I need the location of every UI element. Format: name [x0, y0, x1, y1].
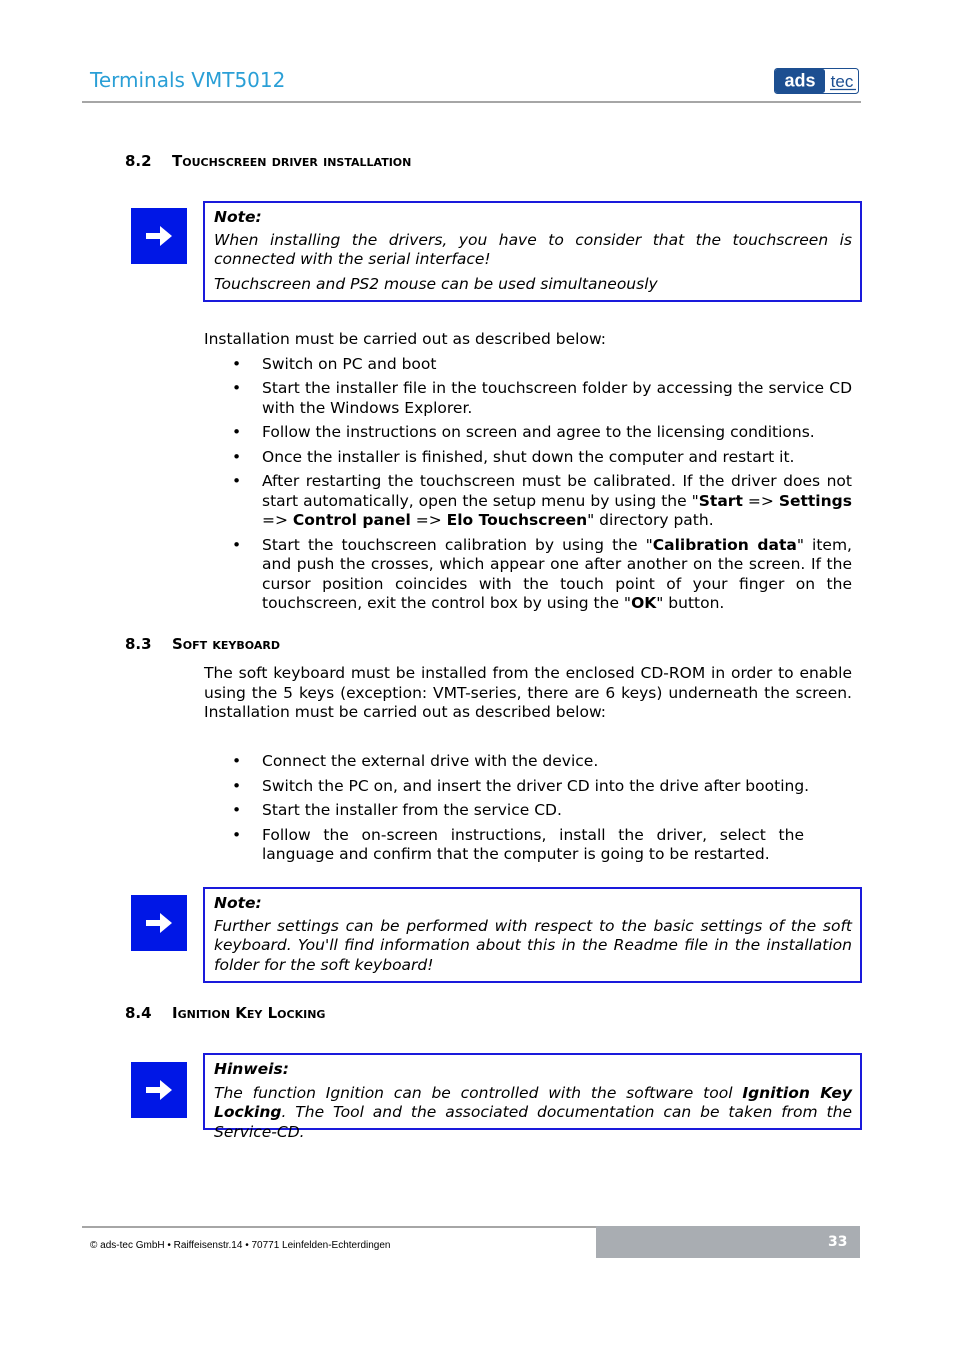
- note-arrow-icon: [131, 208, 187, 264]
- section-body-8-3: [204, 664, 852, 723]
- menu-settings: Settings: [778, 491, 852, 510]
- menu-elo-touchscreen: Elo Touchscreen: [446, 511, 588, 529]
- section-number: 8.4: [125, 1004, 152, 1022]
- note-text: Touchscreen and PS2 mouse can be used simultaneously: [214, 274, 658, 293]
- section-title: Ignition Key Locking: [172, 1004, 326, 1022]
- list-item: • Switch on PC and boot: [204, 355, 852, 375]
- section-heading-8-3: [0, 635, 954, 655]
- section-title: Touchscreen driver installation: [172, 152, 412, 170]
- note-title: Hinweis:: [214, 1060, 289, 1078]
- section-heading-8-4: [0, 1004, 954, 1024]
- list-item: • After restarting the touchscreen must be calibrated. If the driver does not start automatically, open the setup menu by using the "Start => Settings => Control panel => Elo Touchscreen" directory path.: [204, 472, 852, 531]
- note-text: When installing the drivers, you have to consider that the touchscreen is connected with the serial interface!: [214, 230, 852, 268]
- menu-control-panel: Control panel: [292, 511, 411, 529]
- install-steps-list: [204, 752, 852, 865]
- note-box-touchscreen: [203, 201, 862, 302]
- logo-text-right: tec: [830, 72, 854, 91]
- list-item: • Start the installer from the service CD.: [204, 801, 852, 821]
- list-item: • Start the installer file in the touchscreen folder by accessing the service CD with the Windows Explorer.: [204, 379, 852, 418]
- footer-rule: [82, 1226, 596, 1228]
- note-arrow-icon: [131, 895, 187, 951]
- header-rule: [82, 101, 861, 103]
- menu-start: Start: [698, 491, 743, 510]
- ads-tec-logo: [774, 68, 859, 94]
- soft-keyboard-steps: [204, 752, 852, 865]
- note-arrow-icon: [131, 1062, 187, 1118]
- list-item: • Follow the on-screen instructions, install the driver, select the language and confirm that the computer is going to be restarted.: [204, 826, 852, 865]
- section-number: 8.2: [125, 152, 152, 170]
- logo-text-left: ads: [784, 70, 816, 91]
- list-item: • Switch the PC on, and insert the driver CD into the drive after booting.: [204, 777, 852, 797]
- page-number: 33: [828, 1234, 848, 1250]
- note-text: Further settings can be performed with respect to the basic settings of the soft keyboard. You'll find information about this in the Readme file in the installation folder for the soft keyboard!: [214, 916, 852, 974]
- note-box-soft-keyboard: [203, 887, 862, 983]
- list-item: • Start the touchscreen calibration by using the "Calibration data" item, and push the crosses, which appear one after another on the screen. If the cursor position coincides with the touch point of your finger on the touchscreen, exit the control box by using the "OK" button.: [204, 536, 852, 614]
- note-title: Note:: [214, 894, 262, 912]
- install-steps-list: [204, 355, 852, 614]
- footer-page-bar: [596, 1226, 860, 1258]
- note-title: Note:: [214, 208, 262, 226]
- section-title: Soft keyboard: [172, 635, 280, 653]
- note-box-ignition: [203, 1053, 862, 1141]
- section-body-8-2: [204, 330, 852, 614]
- note-text: The function Ignition can be controlled with the software tool Ignition Key Locking. The Tool and the associated documentation can be taken from the Service-CD.: [214, 1083, 852, 1141]
- button-ok-label: OK: [631, 594, 657, 612]
- section-number: 8.3: [125, 635, 152, 653]
- list-item: • Follow the instructions on screen and agree to the licensing conditions.: [204, 423, 852, 443]
- list-item: • Once the installer is finished, shut down the computer and restart it.: [204, 448, 852, 468]
- footer-copyright: © ads-tec GmbH • Raiffeisenstr.14 • 70771 Leinfelden-Echterdingen: [90, 1240, 391, 1251]
- tool-name: Ignition Key Locking: [214, 1083, 852, 1121]
- intro-text: The soft keyboard must be installed from the enclosed CD-ROM in order to enable using the 5 keys (exception: VMT-series, there are 6 keys) underneath the screen. Installation must be carried out as described below:: [204, 664, 852, 721]
- item-calibration-data: Calibration data: [652, 535, 797, 554]
- list-item: • Connect the external drive with the device.: [204, 752, 852, 772]
- document-title: Terminals VMT5012: [90, 68, 286, 92]
- intro-text: Installation must be carried out as described below:: [204, 330, 607, 348]
- section-heading-8-2: [0, 152, 954, 172]
